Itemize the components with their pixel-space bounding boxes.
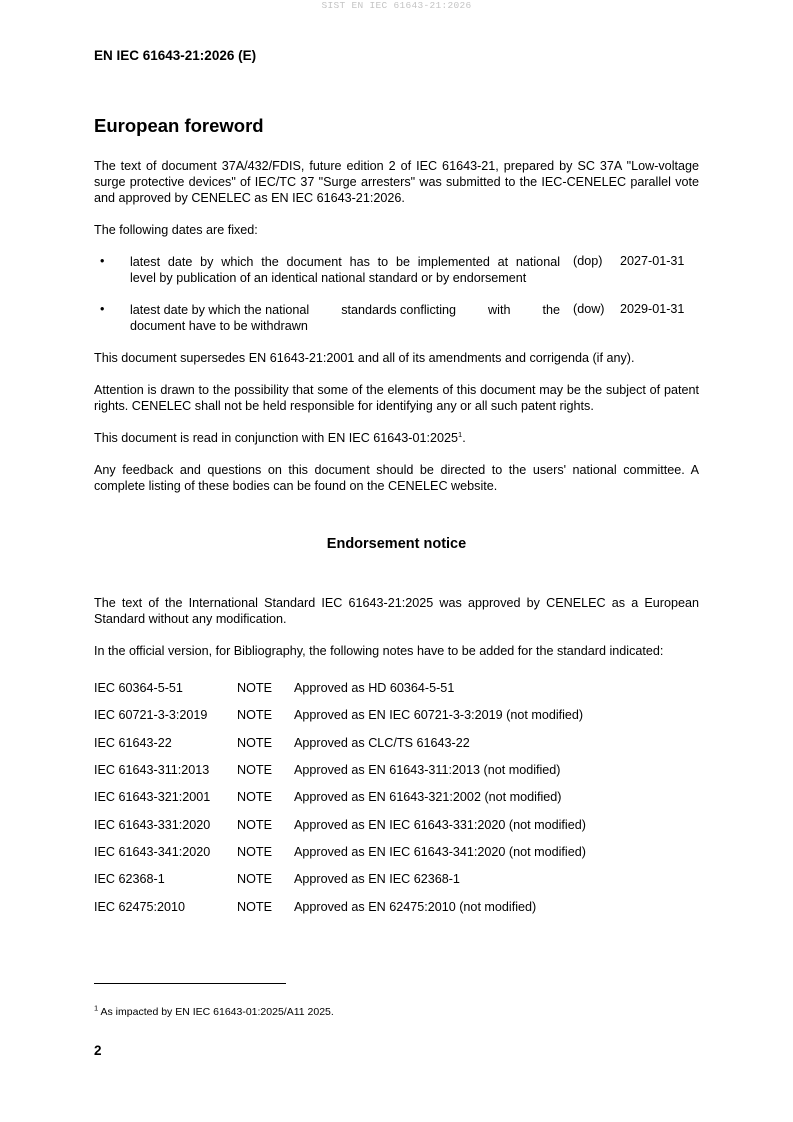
conjunction-period: . (462, 431, 466, 445)
bibliography-row (94, 681, 704, 697)
bibliography-row (94, 872, 704, 888)
bullet-icon: • (100, 254, 105, 268)
conjunction-paragraph (94, 430, 699, 446)
patent-paragraph: Attention is drawn to the possibility that some of the elements of this document may be the subject of patent rights. CENELEC shall not be held responsible for identifying any or all such patent rights. (94, 383, 699, 413)
word: latest date by which the national (130, 303, 310, 317)
note-text: Approved as CLC/TS 61643-22 (294, 736, 470, 750)
endorsement-title: Endorsement notice (326, 536, 467, 552)
footnote-reference[interactable]: 1 (458, 429, 463, 439)
note-text: Approved as HD 60364-5-51 (294, 681, 455, 695)
footnote-marker: 1 (94, 1003, 99, 1013)
dates-intro: The following dates are fixed: (94, 223, 258, 237)
footnote-text: As impacted by EN IEC 61643-01:2025/A11 2025. (98, 1006, 334, 1018)
note-text: Approved as EN 61643-321:2002 (not modified) (294, 790, 562, 804)
note-label: NOTE (237, 681, 272, 695)
note-text: Approved as EN IEC 61643-341:2020 (not modified) (294, 845, 586, 859)
standard-reference: IEC 62368-1 (94, 872, 165, 886)
note-text: Approved as EN IEC 62368-1 (294, 872, 460, 886)
bibliography-row (94, 736, 704, 752)
date-description-line (130, 302, 560, 318)
bullet-icon: • (100, 302, 105, 316)
date-description-line: level by publication of an identical national standard or by endorsement (130, 271, 527, 285)
note-label: NOTE (237, 736, 272, 750)
conjunction-text: This document is read in conjunction with EN IEC 61643-01:2025 (94, 431, 459, 445)
document-id-header: EN IEC 61643-21:2026 (E) (94, 48, 257, 63)
date-abbreviation: (dow) (573, 302, 605, 316)
note-label: NOTE (237, 872, 272, 886)
standard-reference: IEC 61643-22 (94, 736, 172, 750)
date-description (130, 302, 560, 334)
supersedes-paragraph: This document supersedes EN 61643-21:2001 and all of its amendments and corrigenda (if any). (94, 351, 635, 365)
word: with (488, 303, 511, 317)
bibliography-row (94, 763, 704, 779)
word: standards conflicting (341, 303, 457, 317)
note-text: Approved as EN 62475:2010 (not modified) (294, 900, 537, 914)
note-text: Approved as EN IEC 61643-331:2020 (not modified) (294, 818, 586, 832)
watermark: SIST EN IEC 61643-21:2026 (321, 0, 472, 11)
endorsement-paragraph: The text of the International Standard IEC 61643-21:2025 was approved by CENELEC as a European Standard without any modification. (94, 596, 699, 626)
bibliography-row (94, 818, 704, 834)
note-label: NOTE (237, 708, 272, 722)
note-label: NOTE (237, 763, 272, 777)
page-number: 2 (94, 1043, 102, 1058)
bibliography-row (94, 900, 704, 916)
standard-reference: IEC 60364-5-51 (94, 681, 183, 695)
date-value: 2027-01-31 (620, 254, 685, 268)
date-value: 2029-01-31 (620, 302, 685, 316)
note-label: NOTE (237, 900, 272, 914)
bibliography-intro: In the official version, for Bibliography, the following notes have to be added for the standard indicated: (94, 644, 664, 658)
date-description-line: document have to be withdrawn (130, 319, 308, 333)
word: the (542, 303, 560, 317)
note-text: Approved as EN 61643-311:2013 (not modified) (294, 763, 561, 777)
standard-reference: IEC 61643-311:2013 (94, 763, 210, 777)
footnote (94, 1003, 334, 1018)
note-label: NOTE (237, 790, 272, 804)
standard-reference: IEC 61643-321:2001 (94, 790, 211, 804)
standard-reference: IEC 61643-341:2020 (94, 845, 211, 859)
bibliography-row (94, 708, 704, 724)
feedback-paragraph: Any feedback and questions on this document should be directed to the users' national committee. A complete listing of these bodies can be found on the CENELEC website. (94, 463, 699, 493)
date-description (130, 254, 560, 286)
date-abbreviation: (dop) (573, 254, 603, 268)
bibliography-row (94, 790, 704, 806)
footnote-divider (94, 983, 286, 984)
note-label: NOTE (237, 818, 272, 832)
bibliography-row (94, 845, 704, 861)
standard-reference: IEC 61643-331:2020 (94, 818, 211, 832)
date-description-line: latest date by which the document has to be implemented at national (130, 255, 560, 269)
foreword-intro-paragraph: The text of document 37A/432/FDIS, future edition 2 of IEC 61643-21, prepared by SC 37A "Low-voltage surge protective devices" of IEC/TC 37 "Surge arresters" was submitted to the IEC-CENELEC parallel vote and approved by CENELEC as EN IEC 61643-21:2026. (94, 159, 699, 205)
standard-reference: IEC 60721-3-3:2019 (94, 708, 208, 722)
note-text: Approved as EN IEC 60721-3-3:2019 (not modified) (294, 708, 584, 722)
standard-reference: IEC 62475:2010 (94, 900, 186, 914)
note-label: NOTE (237, 845, 272, 859)
foreword-title: European foreword (94, 115, 264, 136)
